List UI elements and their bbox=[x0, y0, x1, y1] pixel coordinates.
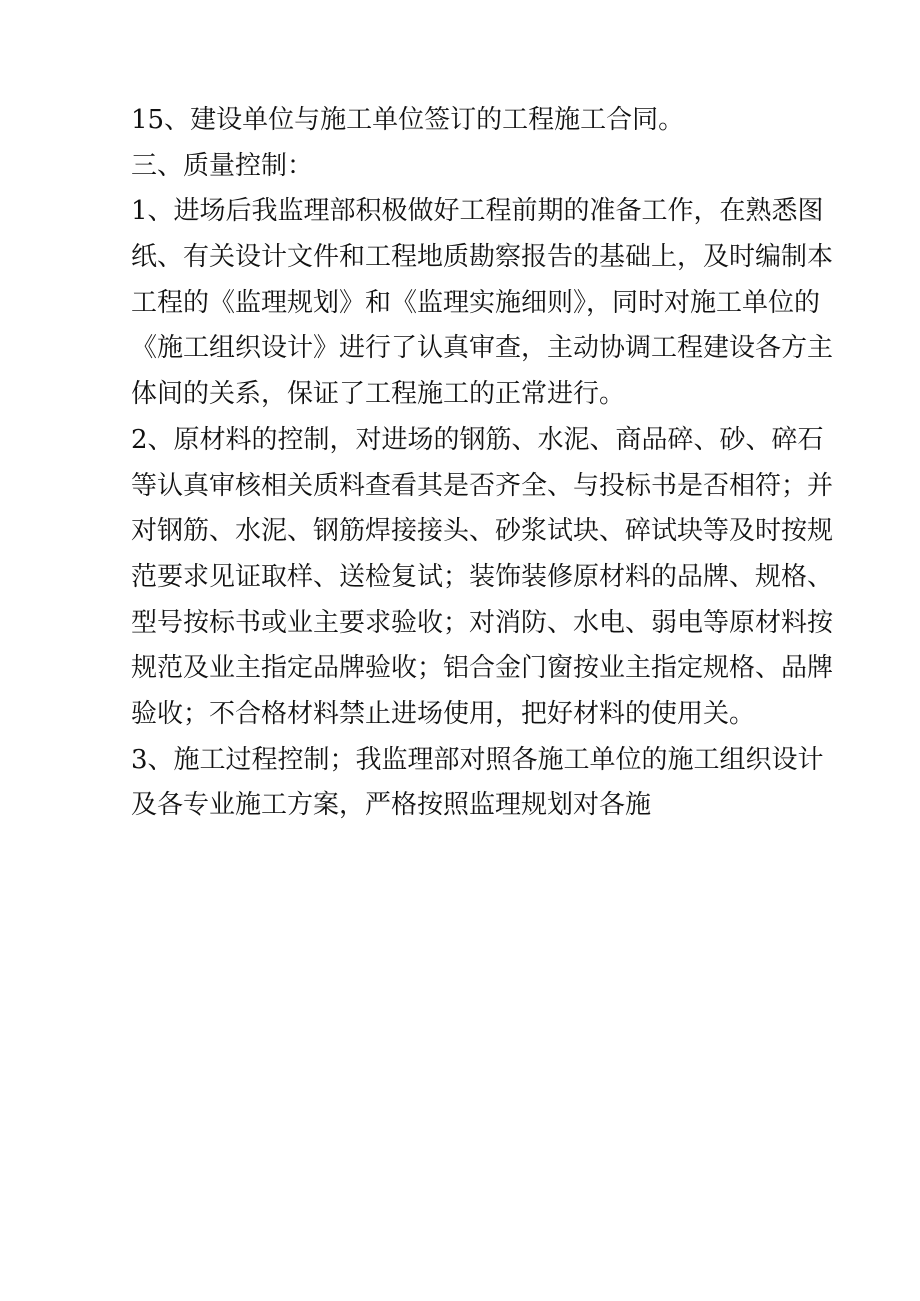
text-line: 《施工组织设计》进行了认真审查，主动协调工程建设各方主 bbox=[131, 333, 834, 364]
text-line: 规范及业主指定品牌验收；铝合金门窗按业主指定规格、品牌 bbox=[131, 653, 834, 684]
text-line: 3、施工过程控制；我监理部对照各施工单位的施工组织设计 bbox=[131, 744, 824, 775]
text-line: 型号按标书或业主要求验收；对消防、水电、弱电等原材料按 bbox=[131, 607, 834, 638]
document-body bbox=[131, 98, 836, 829]
text-line: 2、原材料的控制，对进场的钢筋、水泥、商品碎、砂、碎石 bbox=[131, 424, 824, 455]
text-line: 及各专业施工方案，严格按照监理规划对各施 bbox=[131, 790, 652, 821]
text-line: 验收；不合格材料禁止进场使用，把好材料的使用关。 bbox=[131, 698, 756, 729]
text-line: 对钢筋、水泥、钢筋焊接接头、砂浆试块、碎试块等及时按规 bbox=[131, 516, 834, 547]
text-line: 范要求见证取样、送检复试；装饰装修原材料的品牌、规格、 bbox=[131, 561, 834, 592]
text-line: 15、建设单位与施工单位签订的工程施工合同。 bbox=[131, 105, 685, 135]
text-line: 体间的关系，保证了工程施工的正常进行。 bbox=[131, 379, 626, 410]
text-line: 纸、有关设计文件和工程地质勘察报告的基础上，及时编制本 bbox=[131, 242, 834, 273]
text-line: 工程的《监理规划》和《监理实施细则》，同时对施工单位的 bbox=[131, 287, 821, 318]
text-line: 等认真审核相关质料查看其是否齐全、与投标书是否相符；并 bbox=[131, 470, 834, 501]
text-line: 1、进场后我监理部积极做好工程前期的准备工作，在熟悉图 bbox=[131, 196, 824, 227]
section-heading: 三、质量控制： bbox=[131, 150, 314, 181]
